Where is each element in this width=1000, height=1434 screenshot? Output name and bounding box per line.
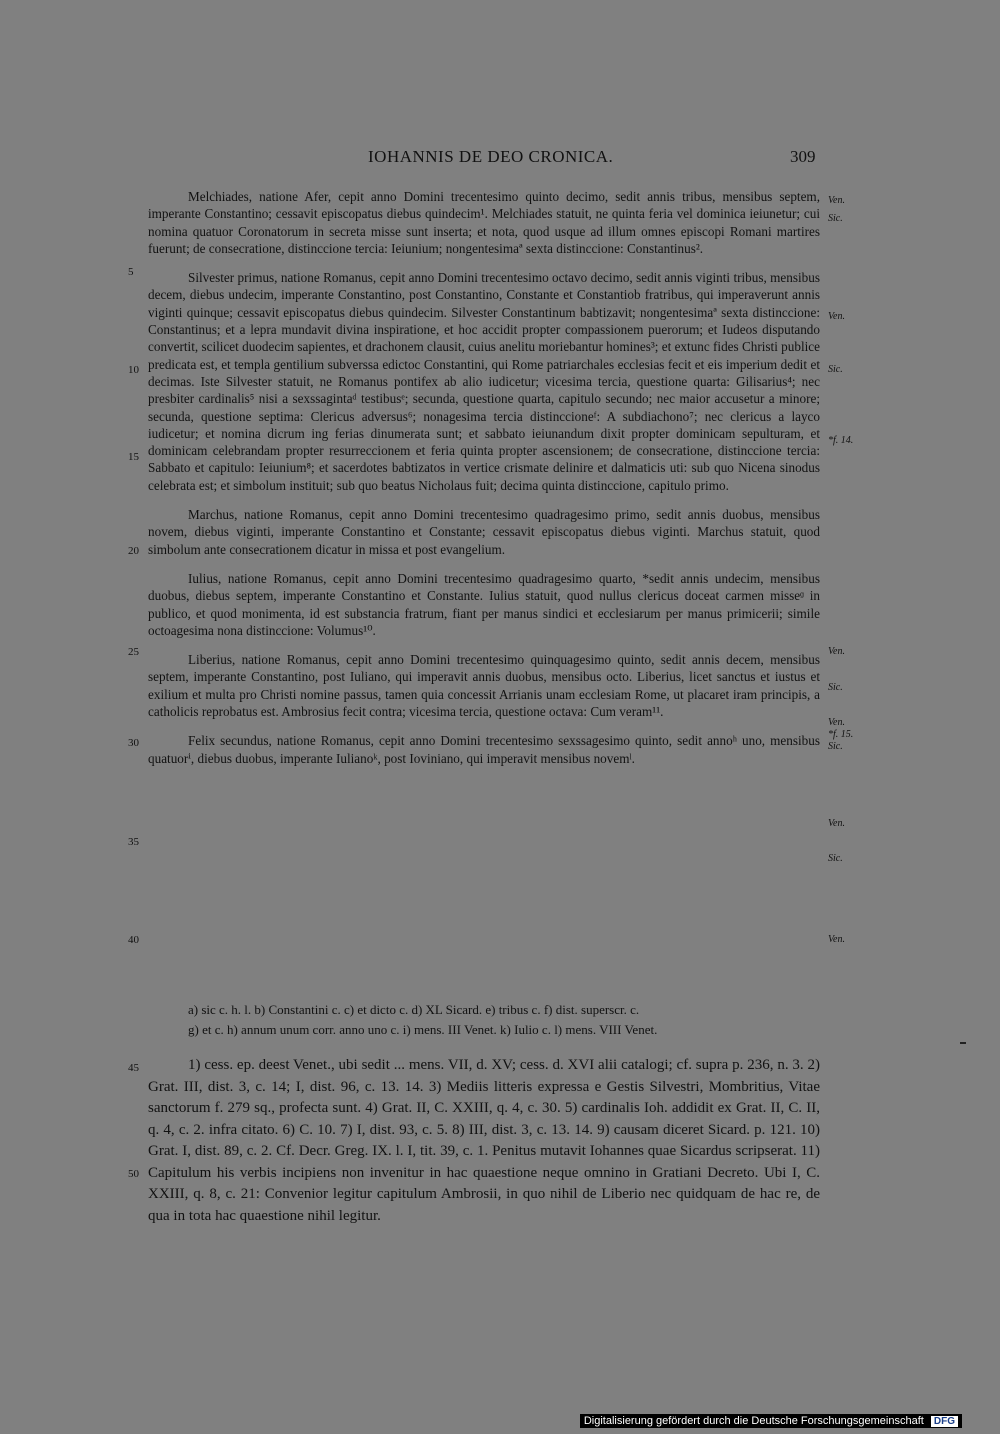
- dfg-logo: DFG: [931, 1416, 958, 1427]
- line-number: 50: [128, 1168, 139, 1180]
- margin-note: Sic.: [828, 682, 843, 693]
- variant-apparatus: [148, 1000, 820, 1040]
- line-number: 20: [128, 545, 139, 557]
- margin-note: *f. 14.: [828, 435, 854, 446]
- line-number: 25: [128, 646, 139, 658]
- margin-note: Sic.: [828, 213, 843, 224]
- footnote-block: 1) cess. ep. deest Venet., ubi sedit ... mens. VII, d. XV; cess. d. XVI alii catalogi; cf. supra p. 236, n. 3. 2) Grat. III, dist. 3, c. 14; I, dist. 96, c. 13. 14. 3) Mediis litteris expressa e Gestis Silvestri, Mombritius, Vitae sanctorum f. 279 sq., profecta sunt. 4) Grat. II, C. XXIII, q. 4, c. 30. 5) cardinalis Ioh. addidit ex Grat. II, C. II, q. 4, c. 2. infra citato. 6) C. 10. 7) I, dist. 93, c. 5. 8) III, dist. 3, c. 13. 14. 9) causam diceret Sicard. p. 121. 10) Grat. I, dist. 89, c. 2. Cf. Decr. Greg. IX. l. I, tit. 39, c. 1. Penitus mutavit Iohannes quae Sicardus scripserat. 11) Capitulum his verbis incipiens non invenitur in hac quaestione neque omnino in Gratiani Decreto. Ubi I, C. XXIII, q. 8, c. 21: Convenior legitur capitulum Ambrosii, in quo nihil de Liberio nec quidquam de hac re, de qua in tota hac quaestione nihil legitur.: [148, 1057, 820, 1224]
- paragraph-iulius: Iulius, natione Romanus, cepit anno Domini trecentesimo quadragesimo quarto, *sedit annis undecim, mensibus duobus, diebus septem, imperante Constantino et Constante. Iulius statuit, quod nullus clericus doceat carmen misseᶢ in publico, et quod monimenta, id est substancia fratrum, fiant per manus sindici et ecclesiarum per manus primicerii; simile octoagesima nona distinccione: Volumus¹⁰.: [148, 570, 820, 638]
- margin-note: Ven.: [828, 195, 845, 206]
- line-number: 45: [128, 1062, 139, 1074]
- line-number: 40: [128, 934, 139, 946]
- margin-note: *f. 15.: [828, 729, 854, 740]
- line-number: 10: [128, 364, 139, 376]
- variant-row: g) et c. h) annum unum corr. anno uno c. i) mens. III Venet. k) Iulio c. l) mens. VIII Venet.: [188, 1022, 658, 1037]
- line-number: 5: [128, 266, 134, 278]
- line-number: 15: [128, 451, 139, 463]
- paragraph-silvester: Silvester primus, natione Romanus, cepit anno Domini trecentesimo octavo decimo, sedit annis viginti tribus, mensibus decem, diebus undecim, imperante Constantino, post Constantino, Constante et Constantiob fratribus, qui imperaverunt annis viginti quinque; cessavit episcopatus diebus quindecim. Silvester Constantinum babtizavit; nongentesimaª sexta distinccione: Constantinus; et a lepra mundavit divina inspiratione, et hoc accidit propter compassionem puerorum; et Iudeos disputando convertit, scilicet duodecim sapientes, et drachonem clausit, cuius anelitu moriebantur homines³; et extunc fides Christi publice predicata est, et templa gentilium subverssa edictoc Constantini, qui Rome patriarchales ecclesias fecit et eis imperium dedit et decimas. Iste Silvester statuit, ne Romanus pontifex ab alio iudicetur; vicesima tercia, questione quarta: Gilisarius⁴; nec presbiter cardinalis⁵ nisi a sexssagintaᵈ testibusᵉ; secunda, questione quarta, capitulo secundo; nec maior accusetur a minore; secunda, questione septima: Clericus adversus⁶; nonagesima tercia distinccioneᶠ: A subdiachono⁷; nec clericus a layco iudicetur; et nomina dicrum ing ferias dinumerata sunt; et sabbato ieiunandum dixit propter dominicam sepulturam, et dominicam celebrandam propter resurreccionem et feria quinta propter ascensionem; de consecratione, distinccione tercia: Sabbato et capitulo: Ieiunium⁸; et sacerdotes babtizatos in vertice crismate delinire et dalmaticis uti: sub quo Nicena sinodus celebrata est; et simbolum instituit; sub quo beatus Nicholaus fuit; decima quinta distinccione, capitulo primo.: [148, 270, 820, 493]
- running-title: IOHANNIS DE DEO CRONICA.: [368, 147, 614, 166]
- variant-row: a) sic c. h. l. b) Constantini c. c) et dicto c. d) XL Sicard. e) tribus c. f) dist. superscr. c.: [188, 1002, 640, 1017]
- digitization-credit: [580, 1414, 962, 1428]
- margin-note: Ven.: [828, 818, 845, 829]
- margin-note: Sic.: [828, 741, 843, 752]
- paragraph-felix: Felix secundus, natione Romanus, cepit anno Domini trecentesimo sexssagesimo quinto, sedit annoʰ uno, mensibus quatuorⁱ, diebus duobus, imperante Iulianoᵏ, post Ioviniano, qui imperavit mensibus novemˡ.: [148, 733, 820, 766]
- margin-note: Sic.: [828, 364, 843, 375]
- paragraph-liberius: Liberius, natione Romanus, cepit anno Domini trecentesimo quinquagesimo quinto, sedit annis decem, mensibus septem, imperante Constantino, post Iuliano, qui imperavit annis duobus, mensibus octo. Liberius, licet sanctus et iustus et exilium et multa pro Christi nomine passus, tamen quia concessit Arrianis unam ecclesiam Rome, ut placaret iram principis, a catholicis reprobatus est. Ambrosius fecit contra; vicesima tercia, questione octava: Cum veram¹¹.: [148, 652, 820, 720]
- margin-tick: [960, 1042, 966, 1044]
- page-number: 309: [790, 147, 816, 166]
- margin-note: Ven.: [828, 311, 845, 322]
- line-number: 30: [128, 737, 139, 749]
- margin-note: Sic.: [828, 853, 843, 864]
- paragraph-marchus: Marchus, natione Romanus, cepit anno Domini trecentesimo quadragesimo primo, sedit annis duobus, mensibus novem, diebus viginti, imperante Constantino et Constante; cessavit episcopatus diebus viginti. Marchus statuit, quod simbolum ante consecrationem dicatur in missa et post evangelium.: [148, 507, 820, 557]
- main-text: [148, 188, 820, 779]
- footnotes: [148, 1055, 820, 1227]
- margin-note: Ven.: [828, 934, 845, 945]
- margin-note: Ven.: [828, 646, 845, 657]
- credit-text: Digitalisierung gefördert durch die Deutsche Forschungsgemeinschaft: [583, 1415, 924, 1427]
- line-number: 35: [128, 836, 139, 848]
- paragraph-melchiades: Melchiades, natione Afer, cepit anno Domini trecentesimo quinto decimo, sedit annis tribus, mensibus septem, imperante Constantino; cessavit episcopatus diebus quindecim¹. Melchiades statuit, ne quinta feria vel dominica ieiunetur; cui nomina quatuor Coronatorum in secreta misse sunt inserta; et nota, quod usque ad illum omnes episcopi Romani martires fuerunt; de consecratione, distinccione tercia: Ieiunium; nongentesimaª sexta distinccione: Constantinus².: [148, 189, 820, 256]
- margin-note: Ven.: [828, 717, 845, 728]
